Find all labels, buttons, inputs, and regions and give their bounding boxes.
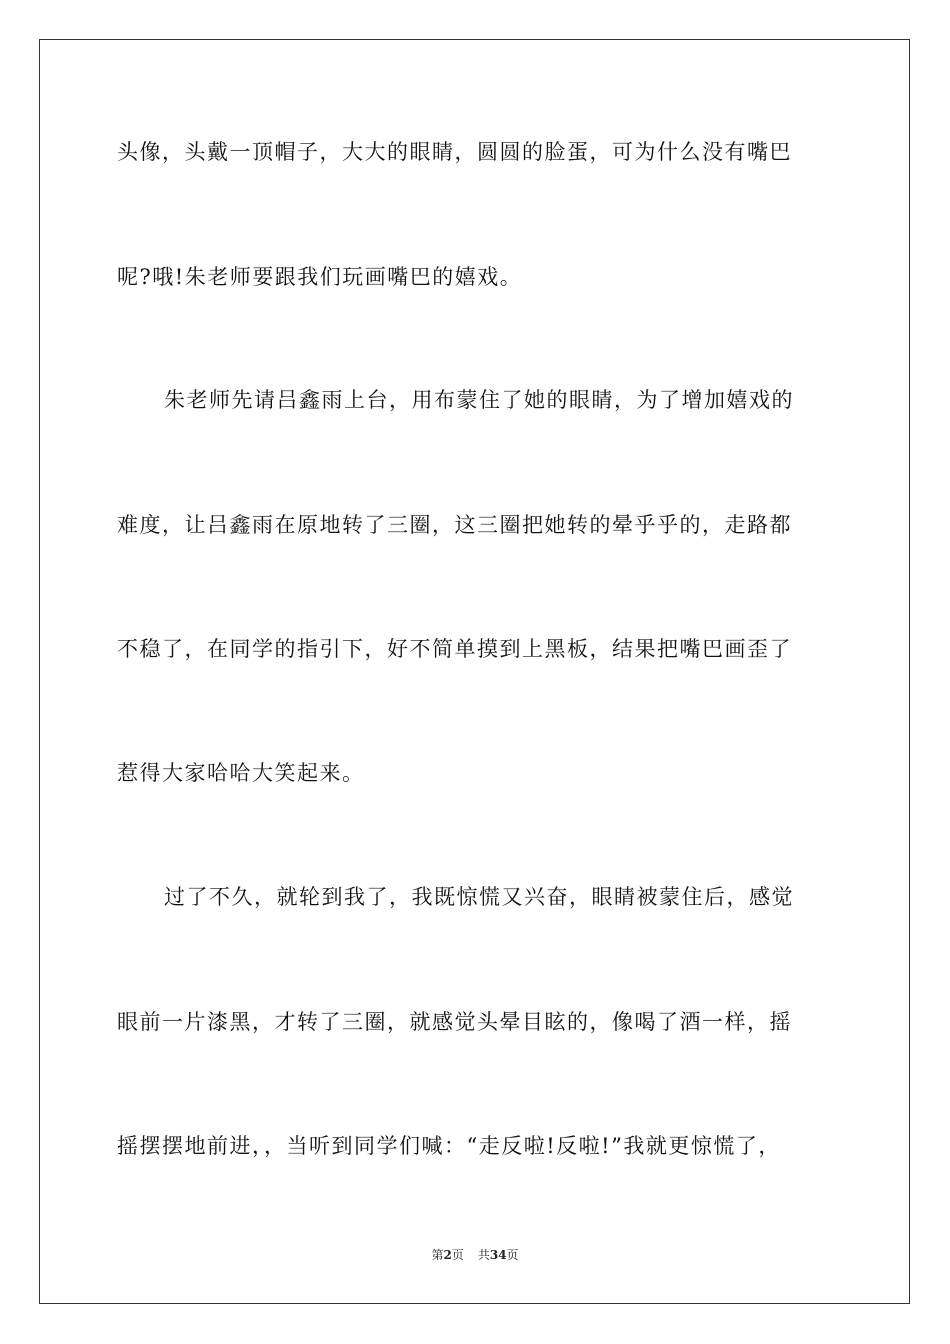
text-line-4: 难度，让吕鑫雨在原地转了三圈，这三圈把她转的晕乎乎的，走路都	[117, 513, 792, 537]
text-line-1: 头像，头戴一顶帽子，大大的眼睛，圆圆的脸蛋，可为什么没有嘴巴	[117, 140, 792, 164]
text-line-9: 摇摆摆地前进，，当听到同学们喊：“走反啦!反啦!”我就更惊慌了，	[117, 1134, 781, 1158]
page-footer	[0, 1247, 950, 1263]
page-prefix: 第	[431, 1248, 444, 1262]
text-line-6: 惹得大家哈哈大笑起来。	[117, 761, 365, 785]
page-number: 2	[443, 1248, 452, 1262]
total-prefix: 共	[477, 1248, 490, 1262]
text-line-3: 朱老师先请吕鑫雨上台，用布蒙住了她的眼睛，为了增加嬉戏的	[164, 388, 794, 412]
page-border	[39, 39, 910, 1304]
total-pages: 34	[489, 1248, 507, 1262]
total-suffix: 页	[506, 1248, 519, 1262]
text-line-2: 呢?哦!朱老师要跟我们玩画嘴巴的嬉戏。	[117, 265, 523, 289]
text-line-5: 不稳了，在同学的指引下，好不简单摸到上黑板，结果把嘴巴画歪了	[117, 637, 792, 661]
text-line-7: 过了不久，就轮到我了，我既惊慌又兴奋，眼睛被蒙住后，感觉	[164, 885, 794, 909]
page-suffix: 页	[451, 1248, 464, 1262]
text-line-8: 眼前一片漆黑，才转了三圈，就感觉头晕目眩的，像喝了酒一样，摇	[117, 1010, 792, 1034]
